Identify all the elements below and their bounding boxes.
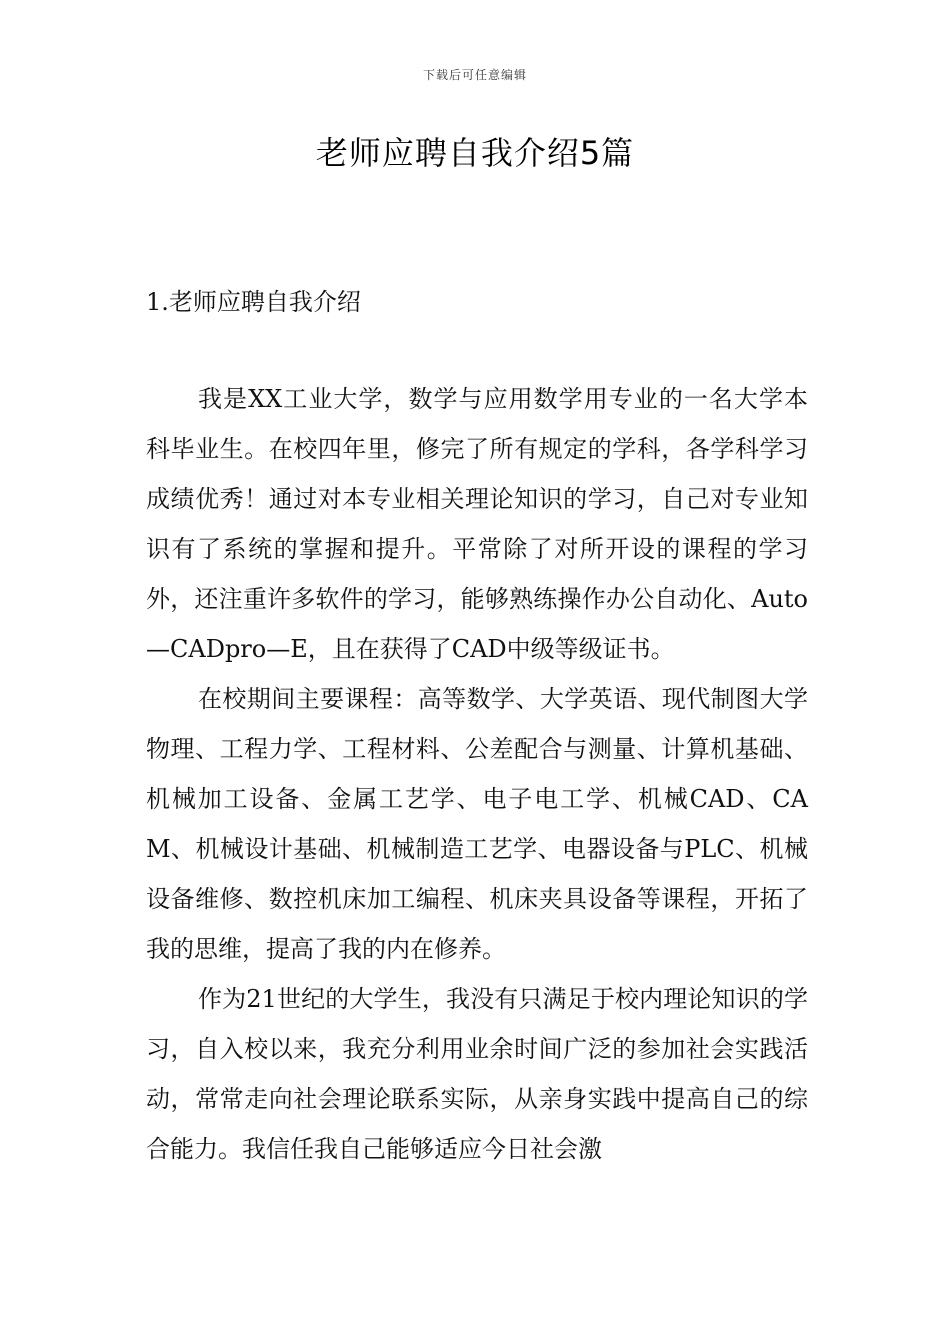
document-title: 老师应聘自我介绍5篇 <box>315 134 635 172</box>
paragraph-education: 我是XX工业大学，数学与应用数学用专业的一名大学本科毕业生。在校四年里，修完了所有规定的学科，各学科学习成绩优秀！通过对本专业相关理论知识的学习，自己对专业知识有了系统的掌握和提升。平常除了对所开设的课程的学习外，还注重许多软件的学习，能够熟练操作办公自动化、Auto—CADpro—E，且在获得了CAD中级等级证书。 <box>146 385 808 663</box>
section-heading: 1.老师应聘自我介绍 <box>146 288 361 316</box>
section-body <box>146 374 808 1174</box>
header-note: 下载后可任意编辑 <box>422 68 527 82</box>
paragraph-practice: 作为21世纪的大学生，我没有只满足于校内理论知识的学习，自入校以来，我充分利用业余时间广泛的参加社会实践活动，常常走向社会理论联系实际，从亲身实践中提高自己的综合能力。我信任我自己能够适应今日社会激 <box>146 985 808 1163</box>
paragraph-courses: 在校期间主要课程：高等数学、大学英语、现代制图大学物理、工程力学、工程材料、公差配合与测量、计算机基础、机械加工设备、金属工艺学、电子电工学、机械CAD、CAM、机械设计基础、机械制造工艺学、电器设备与PLC、机械设备维修、数控机床加工编程、机床夹具设备等课程，开拓了我的思维，提高了我的内在修养。 <box>146 685 808 963</box>
